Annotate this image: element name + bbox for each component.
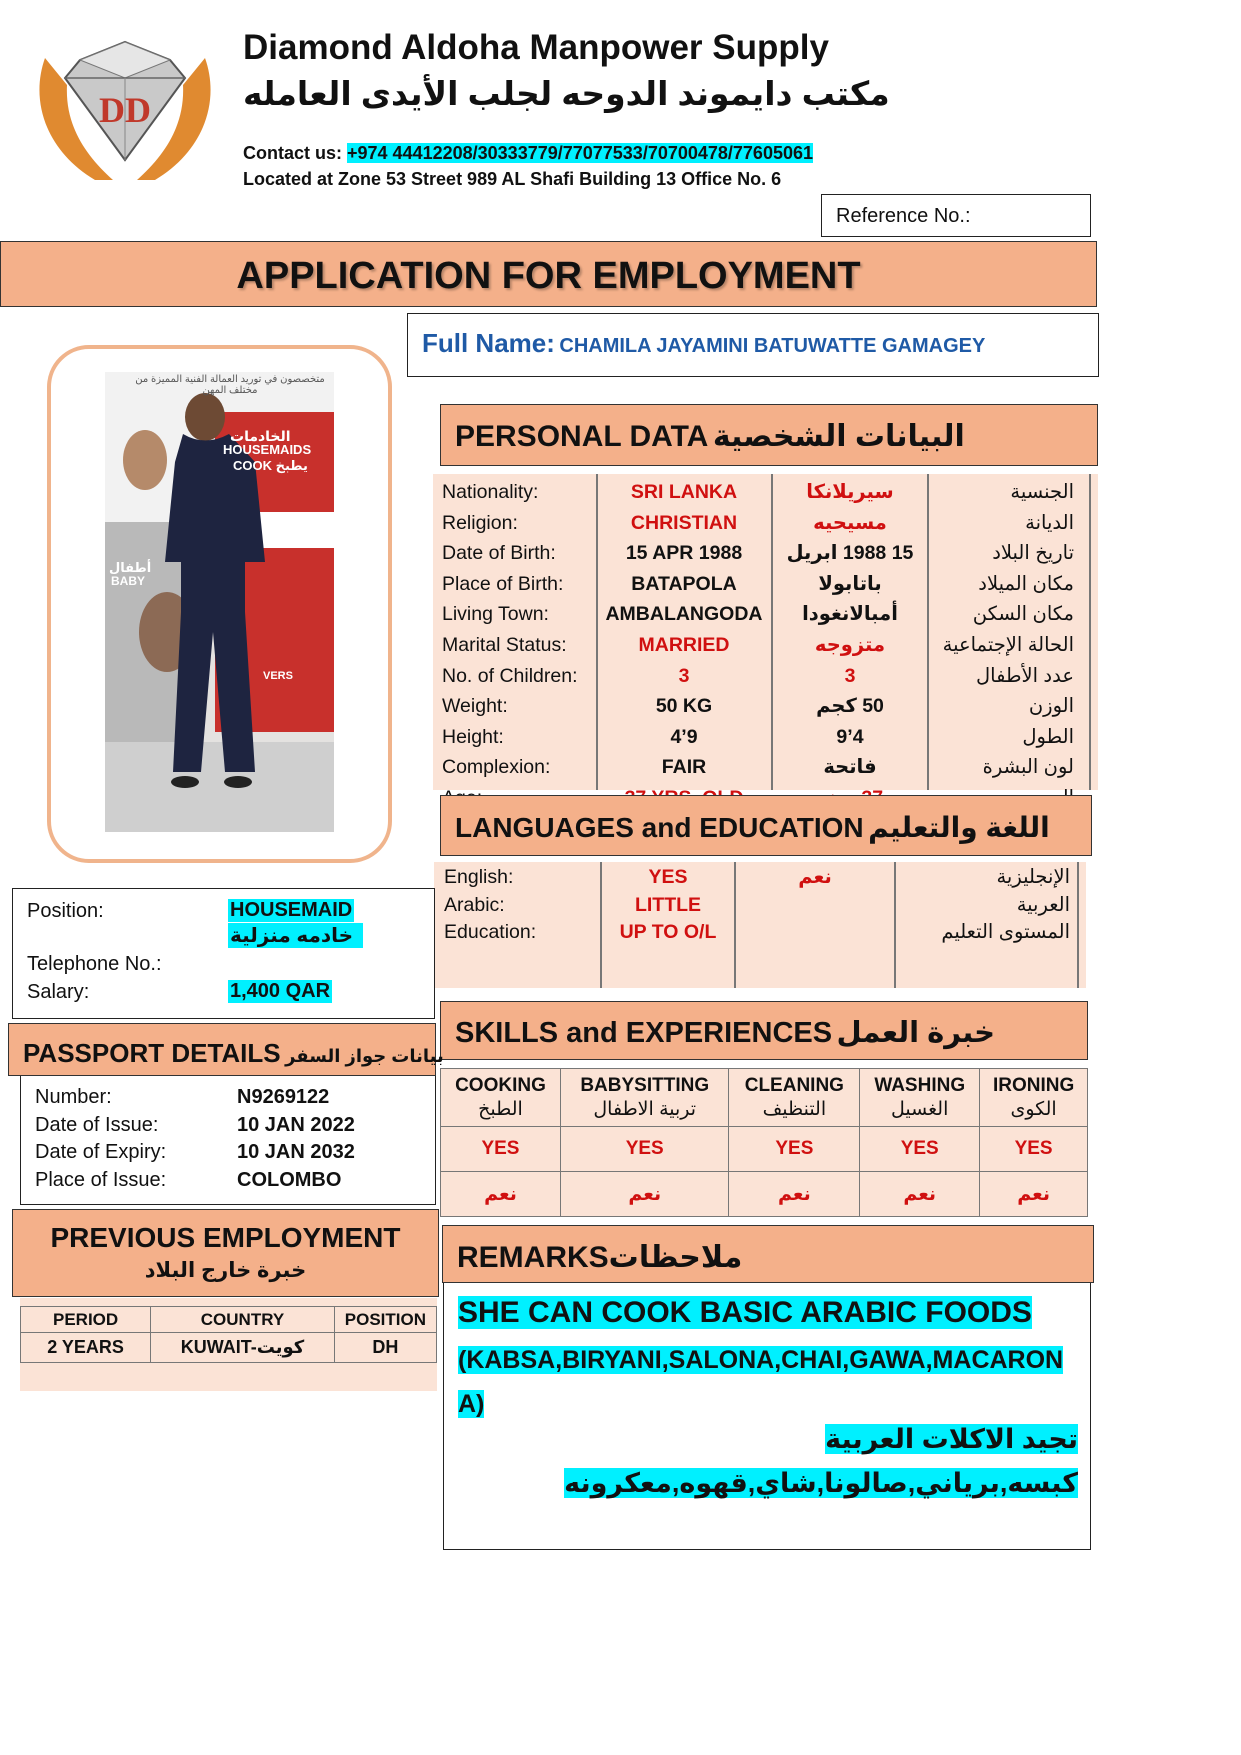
full-name-label: Full Name:: [422, 328, 555, 358]
skills-heading: [440, 1001, 1088, 1060]
passport-label: Number:: [35, 1086, 112, 1108]
language-row: [434, 864, 1086, 892]
personal-heading-ar: البيانات الشخصية: [712, 420, 965, 453]
languages-heading-ar: اللغة والتعليم: [868, 812, 1050, 843]
skill-header: [860, 1069, 980, 1127]
personal-value-arabic: 50 كجم: [816, 695, 884, 718]
personal-value-arabic: فاتحة: [823, 756, 877, 779]
personal-row: [433, 661, 1098, 692]
personal-value-arabic: مسيحيه: [813, 511, 887, 534]
skill-value: YES: [980, 1127, 1088, 1172]
skill-value: YES: [560, 1127, 729, 1172]
reference-box: [821, 194, 1091, 237]
personal-row: [433, 477, 1098, 508]
personal-value: CHRISTIAN: [630, 511, 738, 534]
personal-value-arabic: سيريلانكا: [806, 481, 894, 503]
skill-value-arabic: نعم: [729, 1172, 860, 1217]
skill-header: [729, 1069, 860, 1127]
page-title: APPLICATION FOR EMPLOYMENT: [236, 255, 861, 297]
language-value: YES: [648, 866, 688, 888]
personal-label-arabic: الديانة: [1025, 511, 1074, 534]
personal-label: Nationality:: [442, 481, 539, 503]
remarks-heading-ar: ملاحظات: [608, 1241, 743, 1274]
photo-banner-arabic: متخصصون في توريد العمالة الفنية المميزة من مختلف المهن: [135, 374, 325, 396]
telephone-label: Telephone No.:: [27, 953, 162, 975]
skill-value: YES: [441, 1127, 561, 1172]
position-value-arabic: خادمه منزلية: [228, 923, 363, 948]
language-value-arabic: نعم: [798, 866, 832, 888]
salary-label: Salary:: [27, 981, 90, 1003]
languages-table: [434, 862, 1086, 988]
photo-banner-housemaids: HOUSEMAIDS: [223, 442, 312, 457]
passport-heading: [8, 1023, 444, 1076]
photo-side-baby: BABY: [111, 574, 146, 588]
personal-value: AMBALANGODA: [605, 603, 763, 626]
skill-name-arabic: تربية الاطفال: [593, 1098, 697, 1120]
personal-value: BATAPOLA: [631, 572, 737, 595]
personal-value: MARRIED: [638, 633, 730, 656]
passport-value: N9269122: [237, 1086, 330, 1108]
company-logo: [25, 30, 225, 195]
previous-cell: KUWAIT-كويت: [151, 1333, 335, 1363]
previous-cell: DH: [334, 1333, 436, 1363]
personal-value: 3: [678, 664, 690, 687]
position-box: [12, 888, 435, 1019]
company-name: Diamond Aldoha Manpower Supply: [243, 28, 829, 67]
svg-text:DD: DD: [99, 90, 151, 130]
remarks-box: [443, 1283, 1091, 1550]
personal-value-arabic: 4’9: [836, 725, 864, 748]
personal-value-arabic: متزوجه: [814, 633, 886, 656]
language-label-arabic: المستوى التعليم: [941, 921, 1070, 943]
skill-name: IRONING: [992, 1074, 1075, 1096]
previous-column-header: PERIOD: [21, 1307, 151, 1333]
address: Located at Zone 53 Street 989 AL Shafi Building 13 Office No. 6: [243, 169, 782, 189]
personal-value: 50 KG: [655, 695, 713, 718]
passport-value: COLOMBO: [237, 1168, 342, 1191]
languages-heading: [440, 795, 1092, 856]
passport-value: 10 JAN 2032: [237, 1141, 355, 1163]
personal-value-arabic: باتابولا: [818, 572, 882, 595]
personal-data-heading: [440, 404, 1098, 466]
personal-value: SRI LANKA: [630, 481, 738, 503]
contact-label: Contact us:: [243, 143, 342, 163]
skill-name: CLEANING: [744, 1074, 844, 1096]
personal-row: [433, 691, 1098, 722]
personal-row: [433, 508, 1098, 539]
personal-row: [433, 599, 1098, 630]
photo-banner-arabic-2: الخادمات: [230, 428, 291, 444]
skill-name-arabic: الكوى: [1010, 1098, 1057, 1120]
skills-heading-en: SKILLS and EXPERIENCES: [455, 1017, 833, 1049]
photo-side-arabic: أطفال: [109, 560, 152, 575]
personal-label: Marital Status:: [442, 633, 567, 656]
remarks-line-3: A): [458, 1390, 485, 1418]
passport-label: Place of Issue:: [35, 1168, 167, 1191]
skill-name-arabic: الطبخ: [478, 1098, 523, 1120]
personal-label: Height:: [442, 725, 504, 748]
skill-header: [980, 1069, 1088, 1127]
position-label: Position:: [27, 900, 104, 922]
previous-heading-en: PREVIOUS EMPLOYMENT: [50, 1222, 401, 1253]
remarks-heading: [442, 1225, 1094, 1283]
language-value: UP TO O/L: [619, 921, 717, 943]
passport-value: 10 JAN 2022: [237, 1113, 355, 1136]
previous-heading-ar: خبرة خارج البلاد: [144, 1259, 307, 1282]
remarks-line-1: SHE CAN COOK BASIC ARABIC FOODS: [458, 1296, 1032, 1329]
full-name-value: CHAMILA JAYAMINI BATUWATTE GAMAGEY: [559, 335, 986, 357]
skill-name-arabic: التنظيف: [762, 1098, 827, 1120]
personal-value-arabic: أمبالانغودا: [802, 603, 898, 626]
personal-value: 15 APR 1988: [625, 542, 743, 565]
personal-label: Complexion:: [442, 756, 551, 779]
company-name-arabic: مكتب دايموند الدوحه لجلب الأيدى العامله: [243, 75, 890, 112]
personal-label: Place of Birth:: [442, 572, 564, 595]
contact-numbers[interactable]: +974 44412208/30333779/77077533/70700478/77605061: [347, 143, 813, 163]
contact-line: [243, 143, 813, 164]
passport-heading-en: PASSPORT DETAILS: [23, 1038, 281, 1068]
skill-name: WASHING: [874, 1074, 966, 1096]
remarks-arabic-2: كبسه,برياني,صالونا,شاي,قهوه,معكرونه: [564, 1468, 1078, 1498]
personal-row: [433, 630, 1098, 661]
personal-label-arabic: الطول: [1022, 725, 1074, 748]
personal-label: Religion:: [442, 511, 518, 534]
skill-name-arabic: الغسيل: [891, 1098, 949, 1120]
skills-heading-ar: خبرة العمل: [836, 1017, 996, 1049]
personal-row: [433, 538, 1098, 569]
previous-row: [21, 1333, 437, 1363]
passport-box: [20, 1076, 436, 1205]
languages-heading-en: LANGUAGES and EDUCATION: [455, 812, 864, 843]
skill-value-arabic: نعم: [441, 1172, 561, 1217]
passport-heading-ar: بيانات جواز السفر: [285, 1046, 444, 1066]
personal-row: [433, 722, 1098, 753]
title-banner: [0, 241, 1097, 307]
personal-row: [433, 752, 1098, 783]
personal-label-arabic: تاريخ البلاد: [992, 542, 1074, 565]
applicant-photo: [105, 372, 334, 832]
personal-label-arabic: الجنسية: [1010, 481, 1074, 503]
personal-label-arabic: مكان الميلاد: [978, 572, 1074, 595]
skill-value-arabic: نعم: [560, 1172, 729, 1217]
skill-value: YES: [860, 1127, 980, 1172]
personal-value: 4’9: [670, 725, 698, 748]
passport-row: [35, 1167, 435, 1195]
skill-name: COOKING: [455, 1074, 546, 1096]
language-value: LITTLE: [634, 893, 702, 916]
position-value: HOUSEMAID: [230, 899, 353, 921]
language-label-arabic: العربية: [1016, 893, 1070, 916]
language-row: [434, 892, 1086, 920]
personal-label: Weight:: [442, 695, 508, 718]
personal-label: No. of Children:: [442, 664, 578, 687]
language-label: English:: [444, 866, 514, 888]
personal-label-arabic: لون البشرة: [982, 756, 1074, 779]
passport-row: [35, 1084, 435, 1112]
personal-label-arabic: الحالة الإجتماعية: [942, 633, 1074, 656]
remarks-arabic-1: تجيد الاكلات العربية: [825, 1424, 1078, 1454]
passport-row: [35, 1139, 435, 1167]
passport-label: Date of Expiry:: [35, 1141, 167, 1163]
skill-header: [560, 1069, 729, 1127]
personal-label-arabic: مكان السكن: [972, 603, 1074, 626]
previous-employment-heading: [12, 1209, 439, 1297]
skill-value-arabic: نعم: [860, 1172, 980, 1217]
passport-row: [35, 1112, 435, 1140]
skill-name: BABYSITTING: [580, 1074, 710, 1096]
previous-employment-box: [20, 1298, 437, 1391]
language-label-arabic: الإنجليزية: [996, 866, 1070, 888]
skill-header: [441, 1069, 561, 1127]
photo-side-vers: VERS: [263, 670, 293, 682]
previous-cell: 2 YEARS: [21, 1333, 151, 1363]
personal-heading-en: PERSONAL DATA: [455, 420, 709, 453]
language-row: [434, 919, 1086, 947]
personal-row: [433, 569, 1098, 600]
skill-value-arabic: نعم: [980, 1172, 1088, 1217]
personal-data-table: [433, 474, 1098, 790]
full-name-box: [407, 313, 1099, 377]
passport-label: Date of Issue:: [35, 1113, 159, 1136]
personal-label-arabic: عدد الأطفال: [975, 664, 1074, 687]
personal-value: FAIR: [661, 756, 707, 779]
remarks-line-2: (KABSA,BIRYANI,SALONA,CHAI,GAWA,MACARON: [458, 1346, 1064, 1374]
personal-label: Living Town:: [442, 603, 549, 626]
personal-value-arabic: 15 1988 ابريل: [786, 542, 914, 565]
photo-banner-cook: COOK يطبخ: [233, 458, 308, 473]
salary-value: 1,400 QAR: [230, 980, 331, 1002]
reference-label: Reference No.:: [836, 205, 971, 227]
remarks-heading-en: REMARKS: [457, 1241, 609, 1274]
personal-label: Date of Birth:: [442, 542, 556, 565]
personal-value-arabic: 3: [844, 664, 856, 687]
language-label: Education:: [444, 921, 537, 943]
skills-table: [440, 1068, 1088, 1216]
language-label: Arabic:: [444, 893, 505, 916]
personal-label-arabic: الوزن: [1028, 695, 1074, 718]
previous-column-header: COUNTRY: [151, 1307, 335, 1333]
skill-value: YES: [729, 1127, 860, 1172]
previous-column-header: POSITION: [334, 1307, 436, 1333]
